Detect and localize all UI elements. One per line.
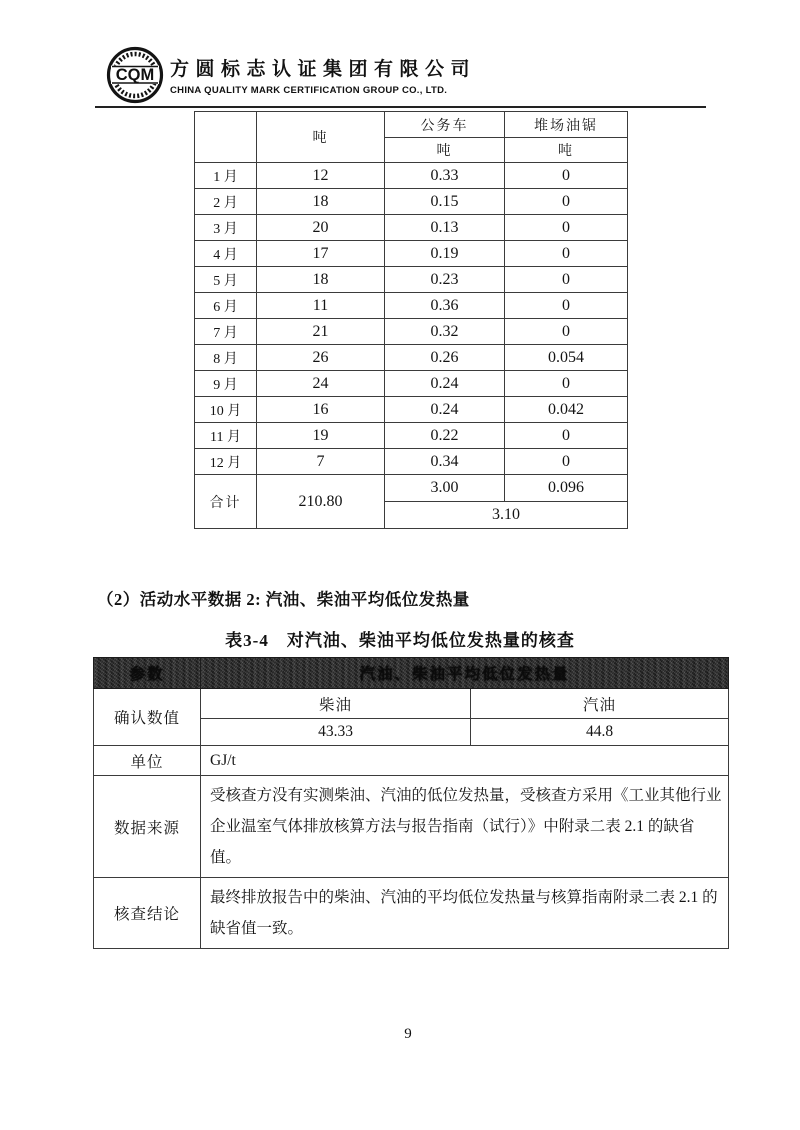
tons-cell: 24 <box>257 371 385 397</box>
official-car-cell: 0.34 <box>385 449 505 475</box>
tons-cell: 26 <box>257 345 385 371</box>
tons-unit-header: 吨 <box>257 112 385 163</box>
table-row <box>195 189 628 215</box>
official-car-cell: 0.26 <box>385 345 505 371</box>
source-row <box>94 776 729 878</box>
confirmed-label: 确认数值 <box>94 689 201 746</box>
official-car-cell: 0.32 <box>385 319 505 345</box>
tons-cell: 7 <box>257 449 385 475</box>
yard-saw-cell: 0 <box>505 449 628 475</box>
yard-saw-cell: 0 <box>505 423 628 449</box>
table-row <box>195 345 628 371</box>
month-cell: 12 月 <box>195 449 257 475</box>
official-car-unit: 吨 <box>385 138 505 163</box>
verification-table <box>93 657 729 949</box>
official-car-cell: 0.24 <box>385 371 505 397</box>
month-cell: 5 月 <box>195 267 257 293</box>
month-cell: 2 月 <box>195 189 257 215</box>
monthly-fuel-table <box>194 111 628 529</box>
svg-text:CQM: CQM <box>115 66 155 84</box>
tons-cell: 16 <box>257 397 385 423</box>
table-row <box>195 163 628 189</box>
gasoline-label: 汽油 <box>471 689 729 719</box>
month-cell: 1 月 <box>195 163 257 189</box>
total-yard-saw: 0.096 <box>505 475 628 502</box>
yard-saw-cell: 0 <box>505 371 628 397</box>
tons-cell: 12 <box>257 163 385 189</box>
tons-cell: 20 <box>257 215 385 241</box>
month-cell: 7 月 <box>195 319 257 345</box>
table-row <box>195 449 628 475</box>
cqm-logo-icon <box>106 45 164 105</box>
param-label: 参数 <box>94 658 201 689</box>
table-row <box>195 241 628 267</box>
tons-cell: 19 <box>257 423 385 449</box>
yard-saw-cell: 0.042 <box>505 397 628 423</box>
conclusion-label: 核查结论 <box>94 878 201 949</box>
tons-cell: 17 <box>257 241 385 267</box>
official-car-cell: 0.33 <box>385 163 505 189</box>
official-car-cell: 0.15 <box>385 189 505 215</box>
yard-saw-cell: 0 <box>505 215 628 241</box>
yard-saw-cell: 0 <box>505 189 628 215</box>
page-number: 9 <box>404 1026 412 1042</box>
table-row <box>195 397 628 423</box>
official-car-header: 公务车 <box>385 112 505 138</box>
total-row <box>195 475 628 502</box>
official-car-cell: 0.13 <box>385 215 505 241</box>
header-divider <box>95 106 706 108</box>
section-heading: （2）活动水平数据 2: 汽油、柴油平均低位发热量 <box>97 590 470 609</box>
official-car-cell: 0.22 <box>385 423 505 449</box>
yard-saw-cell: 0 <box>505 319 628 345</box>
official-car-cell: 0.24 <box>385 397 505 423</box>
table-row <box>195 293 628 319</box>
empty-header-cell <box>195 112 257 163</box>
diesel-label: 柴油 <box>201 689 471 719</box>
tons-cell: 21 <box>257 319 385 345</box>
total-combined: 3.10 <box>385 502 628 529</box>
month-cell: 4 月 <box>195 241 257 267</box>
month-cell: 3 月 <box>195 215 257 241</box>
month-cell: 8 月 <box>195 345 257 371</box>
gasoline-value: 44.8 <box>471 719 729 746</box>
tons-cell: 11 <box>257 293 385 319</box>
official-car-cell: 0.36 <box>385 293 505 319</box>
yard-saw-cell: 0 <box>505 293 628 319</box>
diesel-value: 43.33 <box>201 719 471 746</box>
company-header <box>170 54 476 96</box>
conclusion-value: 最终排放报告中的柴油、汽油的平均低位发热量与核算指南附录二表 2.1 的缺省值一致。 <box>201 878 729 949</box>
source-label: 数据来源 <box>94 776 201 878</box>
table-caption: 表3-4 对汽油、柴油平均低位发热量的核查 <box>225 631 575 650</box>
table-row <box>195 215 628 241</box>
param-value: 汽油、柴油平均低位发热量 <box>201 658 729 689</box>
unit-row <box>94 746 729 776</box>
official-car-cell: 0.23 <box>385 267 505 293</box>
company-name-zh: 方圆标志认证集团有限公司 <box>170 59 477 80</box>
yard-saw-cell: 0.054 <box>505 345 628 371</box>
unit-value: GJ/t <box>201 746 729 776</box>
month-cell: 10 月 <box>195 397 257 423</box>
conclusion-row <box>94 878 729 949</box>
table-row <box>195 319 628 345</box>
table-header-row <box>195 112 628 138</box>
month-cell: 9 月 <box>195 371 257 397</box>
tons-cell: 18 <box>257 267 385 293</box>
confirmed-subheader-row <box>94 689 729 719</box>
cqm-logo <box>106 45 164 110</box>
source-value: 受核查方没有实测柴油、汽油的低位发热量，受核查方采用《工业其他行业企业温室气体排放核算方法与报告指南（试行）》中附录二表 2.1 的缺省值。 <box>201 776 729 878</box>
yard-saw-cell: 0 <box>505 267 628 293</box>
param-header-row <box>94 658 729 689</box>
unit-label: 单位 <box>94 746 201 776</box>
tons-cell: 18 <box>257 189 385 215</box>
table-row <box>195 267 628 293</box>
table-row <box>195 371 628 397</box>
yard-saw-cell: 0 <box>505 241 628 267</box>
total-tons: 210.80 <box>257 475 385 529</box>
yard-saw-unit: 吨 <box>505 138 628 163</box>
total-label: 合计 <box>195 475 257 529</box>
official-car-cell: 0.19 <box>385 241 505 267</box>
total-official-car: 3.00 <box>385 475 505 502</box>
yard-saw-header: 堆场油锯 <box>505 112 628 138</box>
company-name-en: CHINA QUALITY MARK CERTIFICATION GROUP CO., LTD. <box>170 85 448 96</box>
month-cell: 6 月 <box>195 293 257 319</box>
table-row <box>195 423 628 449</box>
yard-saw-cell: 0 <box>505 163 628 189</box>
month-cell: 11 月 <box>195 423 257 449</box>
